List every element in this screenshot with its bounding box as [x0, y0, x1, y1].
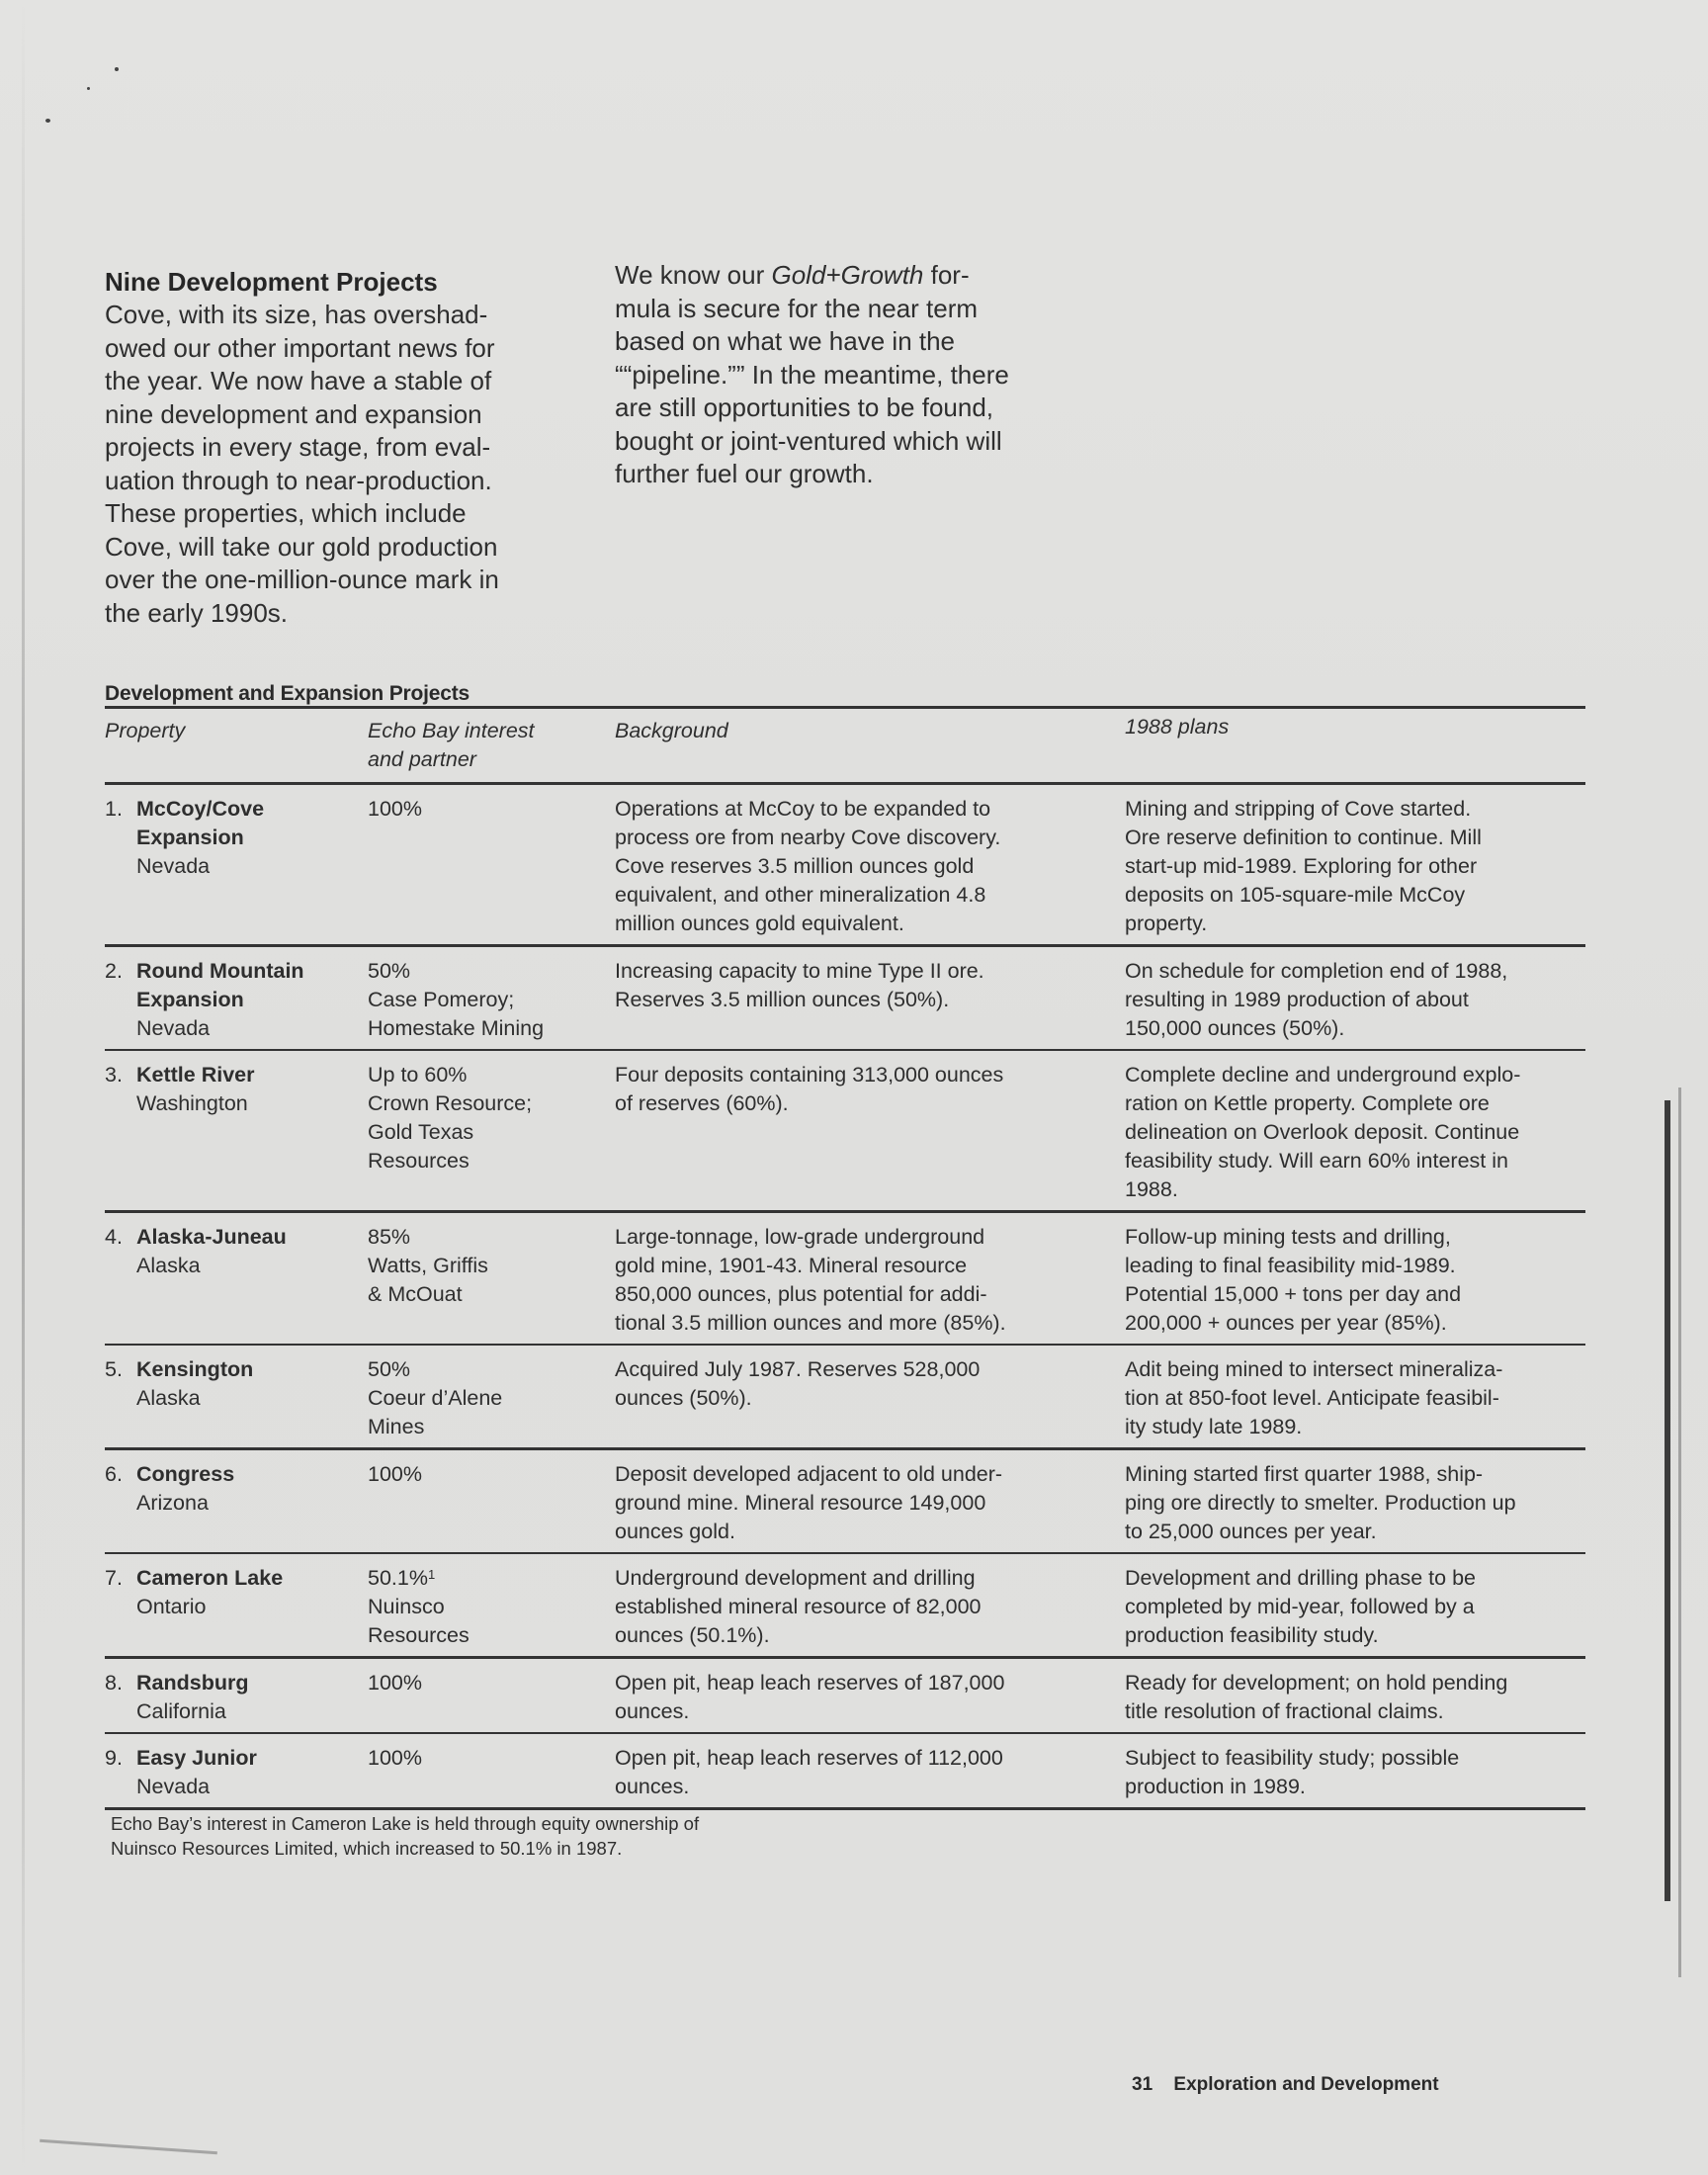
- intro-line: the year. We now have a stable of: [105, 366, 492, 395]
- intro-right-text: [615, 259, 1089, 491]
- partner-line: Resources: [368, 1149, 470, 1173]
- project-name: McCoy/Cove: [136, 797, 265, 821]
- intro-line: These properties, which include: [105, 498, 467, 528]
- background-line: Large-tonnage, low-grade underground: [615, 1224, 985, 1249]
- background-line: of reserves (60%).: [615, 1091, 789, 1115]
- property-name-line: [105, 1669, 368, 1697]
- property-name-line: [105, 1564, 368, 1593]
- project-location: Nevada: [136, 1775, 211, 1798]
- intro-left-column: [105, 265, 579, 630]
- project-number: 2.: [105, 958, 123, 983]
- property-name-line: [105, 824, 368, 852]
- plans-line: completed by mid-year, followed by a: [1125, 1595, 1475, 1618]
- intro-left-text: [105, 299, 579, 630]
- project-name: Kettle River: [136, 1063, 255, 1087]
- cell-property: [105, 795, 368, 938]
- partner-line: Case Pomeroy;: [368, 987, 515, 1011]
- plans-line: Ore reserve definition to continue. Mill: [1125, 826, 1482, 849]
- plans-line: Adit being mined to intersect mineraliza-: [1125, 1357, 1503, 1381]
- project-number: 1.: [105, 797, 123, 821]
- project-location: Alaska: [136, 1253, 201, 1277]
- plans-line: ping ore directly to smelter. Production up: [1125, 1490, 1516, 1515]
- table-row: [105, 1213, 1585, 1344]
- cell-interest: [368, 1061, 615, 1204]
- background-line: Increasing capacity to mine Type II ore.: [615, 958, 984, 983]
- intro-line: the early 1990s.: [105, 597, 289, 628]
- scan-speck: [45, 119, 50, 123]
- project-location: Arizona: [136, 1490, 209, 1515]
- plans-line: Complete decline and underground explo-: [1125, 1063, 1521, 1087]
- intro-line: are still opportunities to be found,: [615, 392, 994, 422]
- plans-line: production feasibility study.: [1125, 1623, 1379, 1647]
- interest-percent: 100%: [368, 1746, 422, 1770]
- cell-interest: [368, 1223, 615, 1338]
- intro-line: uation through to near-production.: [105, 465, 492, 495]
- property-name-line: [105, 986, 368, 1014]
- interest-value: [368, 1223, 615, 1252]
- cell-property: [105, 957, 368, 1043]
- intro-line: Cove, will take our gold production: [105, 531, 498, 562]
- intro-line: projects in every stage, from eval-: [105, 432, 491, 462]
- table-row: [105, 1554, 1585, 1656]
- cell-plans: [1125, 1223, 1585, 1338]
- interest-percent: 100%: [368, 797, 422, 821]
- intro-line: over the one-million-ounce mark in: [105, 565, 499, 594]
- partner-line: Mines: [368, 1415, 425, 1438]
- section-heading: Nine Development Projects: [105, 267, 438, 297]
- intro-line: mula is secure for the near term: [615, 293, 979, 323]
- table-row: [105, 947, 1585, 1049]
- partner-line: Nuinsco: [368, 1595, 445, 1618]
- cell-background: [615, 1061, 1125, 1204]
- header-property: Property: [105, 719, 186, 742]
- table-footnote: [111, 1811, 862, 1861]
- footnote-line: Nuinsco Resources Limited, which increased to 50.1% in 1987.: [111, 1838, 623, 1859]
- interest-percent: 100%: [368, 1670, 422, 1695]
- project-number: 7.: [105, 1566, 123, 1590]
- background-line: equivalent, and other mineralization 4.8: [615, 883, 986, 907]
- cell-plans: [1125, 1460, 1585, 1546]
- cell-plans: [1125, 1744, 1585, 1801]
- background-line: ounces (50.1%).: [615, 1623, 770, 1647]
- plans-line: to 25,000 ounces per year.: [1125, 1519, 1377, 1543]
- property-name-line: [105, 957, 368, 986]
- project-name: Expansion: [136, 826, 244, 849]
- cell-property: [105, 1223, 368, 1338]
- cell-plans: [1125, 1669, 1585, 1726]
- table-row: [105, 785, 1585, 944]
- cell-interest: [368, 1460, 615, 1546]
- cell-plans: [1125, 957, 1585, 1043]
- cell-interest: [368, 795, 615, 938]
- plans-line: Mining started first quarter 1988, ship-: [1125, 1461, 1484, 1486]
- plans-line: Potential 15,000 + tons per day and: [1125, 1281, 1462, 1306]
- property-name-line: [105, 1744, 368, 1773]
- background-line: tional 3.5 million ounces and more (85%).: [615, 1310, 1006, 1335]
- background-line: Four deposits containing 313,000 ounces: [615, 1063, 1004, 1087]
- interest-value: [368, 795, 615, 824]
- cell-interest: [368, 1355, 615, 1441]
- section-name: Exploration and Development: [1173, 2074, 1439, 2095]
- interest-percent: 50%: [368, 1357, 411, 1381]
- property-name-line: [105, 1355, 368, 1384]
- table-title: Development and Expansion Projects: [105, 682, 470, 705]
- background-line: established mineral resource of 82,000: [615, 1595, 982, 1618]
- plans-line: ity study late 1989.: [1125, 1415, 1303, 1438]
- project-name: Randsburg: [136, 1670, 249, 1695]
- project-location: California: [136, 1698, 226, 1723]
- plans-line: On schedule for completion end of 1988,: [1125, 958, 1508, 983]
- background-line: ounces (50%).: [615, 1386, 752, 1410]
- project-name: Round Mountain: [136, 958, 304, 983]
- project-location: Nevada: [136, 1015, 211, 1040]
- plans-line: property.: [1125, 912, 1208, 935]
- cell-plans: [1125, 1564, 1585, 1650]
- background-line: process ore from nearby Cove discovery.: [615, 826, 1001, 849]
- project-name: Congress: [136, 1461, 235, 1486]
- cell-property: [105, 1460, 368, 1546]
- background-line: Cove reserves 3.5 million ounces gold: [615, 854, 975, 878]
- header-plans: 1988 plans: [1125, 715, 1230, 739]
- intro-line: Cove, with its size, has overshad-: [105, 300, 488, 329]
- header-interest: [368, 717, 615, 778]
- cell-background: [615, 1460, 1125, 1546]
- intro-right-lines: [615, 293, 1089, 491]
- background-line: Reserves 3.5 million ounces (50%).: [615, 987, 950, 1011]
- partner-line: Watts, Griffis: [368, 1253, 488, 1277]
- interest-value: [368, 1460, 615, 1489]
- plans-line: 1988.: [1125, 1177, 1178, 1201]
- plans-line: resulting in 1989 production of about: [1125, 987, 1469, 1011]
- intro-line: owed our other important news for: [105, 332, 495, 363]
- page-number: 31: [1132, 2074, 1153, 2095]
- table-body: [105, 785, 1585, 1810]
- project-number: 5.: [105, 1357, 123, 1381]
- footnote-line: Echo Bay’s interest in Cameron Lake is held through equity ownership of: [111, 1813, 700, 1834]
- table-row: [105, 1450, 1585, 1552]
- project-location: Nevada: [136, 854, 211, 878]
- cell-plans: [1125, 1355, 1585, 1441]
- project-name: Expansion: [136, 987, 244, 1011]
- background-line: gold mine, 1901-43. Mineral resource: [615, 1253, 968, 1277]
- partner-line: Coeur d’Alene: [368, 1386, 503, 1410]
- background-line: Underground development and drilling: [615, 1566, 976, 1590]
- cell-interest: [368, 1564, 615, 1650]
- project-location: Washington: [136, 1091, 248, 1115]
- interest-value: [368, 1355, 615, 1384]
- table-row: [105, 1734, 1585, 1807]
- project-number: 8.: [105, 1670, 123, 1695]
- table-header-row: [105, 709, 1585, 782]
- footnote-marker: 1: [427, 1567, 436, 1582]
- table-row: [105, 1346, 1585, 1447]
- scan-corner: [40, 2139, 217, 2155]
- property-name-line: [105, 1223, 368, 1252]
- scan-speck: [87, 87, 90, 90]
- intro-line: ““pipeline.”” In the meantime, there: [615, 359, 1009, 390]
- background-line: ground mine. Mineral resource 149,000: [615, 1490, 986, 1515]
- cell-property: [105, 1744, 368, 1801]
- partner-line: Gold Texas: [368, 1120, 474, 1144]
- plans-line: Mining and stripping of Cove started.: [1125, 797, 1472, 821]
- cell-property: [105, 1061, 368, 1204]
- text-run: for-: [923, 260, 970, 290]
- plans-line: leading to final feasibility mid-1989.: [1125, 1253, 1456, 1277]
- cell-plans: [1125, 795, 1585, 938]
- project-name: Cameron Lake: [136, 1566, 284, 1590]
- background-line: ounces gold.: [615, 1519, 735, 1543]
- interest-value: [368, 1744, 615, 1773]
- background-line: ounces.: [615, 1775, 690, 1798]
- intro-line: further fuel our growth.: [615, 459, 874, 488]
- header-background: Background: [615, 719, 728, 742]
- background-line: Deposit developed adjacent to old under-: [615, 1461, 1003, 1486]
- gold-growth-emphasis: Gold+Growth: [771, 260, 924, 290]
- background-line: ounces.: [615, 1698, 690, 1723]
- margin-bar: [1665, 1100, 1670, 1901]
- project-location: Alaska: [136, 1386, 201, 1410]
- partner-line: Homestake Mining: [368, 1015, 545, 1040]
- row-rule: [105, 1807, 1585, 1810]
- scan-speck: [115, 67, 119, 71]
- cell-background: [615, 1223, 1125, 1338]
- property-name-line: [105, 795, 368, 824]
- table-row: [105, 1051, 1585, 1210]
- plans-line: Follow-up mining tests and drilling,: [1125, 1224, 1451, 1249]
- table-row: [105, 1659, 1585, 1732]
- background-line: million ounces gold equivalent.: [615, 912, 904, 935]
- projects-table: [105, 706, 1585, 1810]
- plans-line: title resolution of fractional claims.: [1125, 1698, 1444, 1723]
- property-name-line: [105, 1460, 368, 1489]
- cell-background: [615, 1355, 1125, 1441]
- plans-line: Development and drilling phase to be: [1125, 1566, 1476, 1590]
- intro-line: based on what we have in the: [615, 326, 956, 356]
- plans-line: ration on Kettle property. Complete ore: [1125, 1091, 1490, 1115]
- project-name: Easy Junior: [136, 1746, 257, 1770]
- cell-property: [105, 1564, 368, 1650]
- plans-line: start-up mid-1989. Exploring for other: [1125, 854, 1478, 878]
- project-name: Kensington: [136, 1357, 254, 1381]
- interest-value: [368, 1061, 615, 1089]
- cell-plans: [1125, 1061, 1585, 1204]
- intro-right-first-line: [615, 259, 1089, 293]
- plans-line: 150,000 ounces (50%).: [1125, 1015, 1345, 1040]
- intro-right-column: [615, 259, 1089, 491]
- interest-percent: 100%: [368, 1461, 422, 1486]
- project-number: 6.: [105, 1461, 123, 1486]
- interest-percent: 85%: [368, 1224, 411, 1249]
- project-number: 9.: [105, 1746, 123, 1770]
- project-number: 3.: [105, 1063, 123, 1087]
- cell-background: [615, 1669, 1125, 1726]
- cell-property: [105, 1355, 368, 1441]
- property-name-line: [105, 1061, 368, 1089]
- scan-left-edge: [22, 0, 25, 2175]
- interest-value: [368, 957, 615, 986]
- scan-right-edge: [1678, 1088, 1681, 1977]
- plans-line: tion at 850-foot level. Anticipate feasibil-: [1125, 1386, 1499, 1410]
- intro-line: nine development and expansion: [105, 398, 482, 429]
- background-line: Open pit, heap leach reserves of 112,000: [615, 1746, 1003, 1770]
- cell-property: [105, 1669, 368, 1726]
- plans-line: Subject to feasibility study; possible: [1125, 1746, 1460, 1770]
- interest-value: [368, 1564, 615, 1593]
- header-interest-line: Echo Bay interest: [368, 719, 535, 742]
- partner-line: Crown Resource;: [368, 1091, 533, 1115]
- project-number: 4.: [105, 1224, 123, 1249]
- cell-interest: [368, 1744, 615, 1801]
- cell-interest: [368, 1669, 615, 1726]
- background-line: Open pit, heap leach reserves of 187,000: [615, 1670, 1005, 1695]
- background-line: Operations at McCoy to be expanded to: [615, 797, 991, 821]
- project-location: Ontario: [136, 1595, 207, 1618]
- cell-interest: [368, 957, 615, 1043]
- plans-line: Ready for development; on hold pending: [1125, 1670, 1508, 1695]
- interest-value: [368, 1669, 615, 1697]
- background-line: Acquired July 1987. Reserves 528,000: [615, 1357, 981, 1381]
- page-footer: [1132, 2074, 1439, 2096]
- background-line: 850,000 ounces, plus potential for addi-: [615, 1281, 987, 1306]
- intro-line: bought or joint-ventured which will: [615, 425, 1002, 456]
- plans-line: 200,000 + ounces per year (85%).: [1125, 1310, 1447, 1335]
- interest-percent: 50.1%: [368, 1566, 428, 1590]
- plans-line: production in 1989.: [1125, 1775, 1306, 1798]
- text-run: We know our: [615, 260, 772, 290]
- header-interest-line: and partner: [368, 747, 476, 771]
- plans-line: feasibility study. Will earn 60% interest in: [1125, 1149, 1508, 1173]
- plans-line: deposits on 105-square-mile McCoy: [1125, 883, 1466, 907]
- partner-line: Resources: [368, 1623, 470, 1647]
- partner-line: & McOuat: [368, 1281, 463, 1306]
- cell-background: [615, 795, 1125, 938]
- cell-background: [615, 1564, 1125, 1650]
- cell-background: [615, 1744, 1125, 1801]
- cell-background: [615, 957, 1125, 1043]
- interest-percent: 50%: [368, 958, 411, 983]
- project-name: Alaska-Juneau: [136, 1224, 287, 1249]
- plans-line: delineation on Overlook deposit. Continue: [1125, 1120, 1520, 1144]
- interest-percent: Up to 60%: [368, 1063, 468, 1087]
